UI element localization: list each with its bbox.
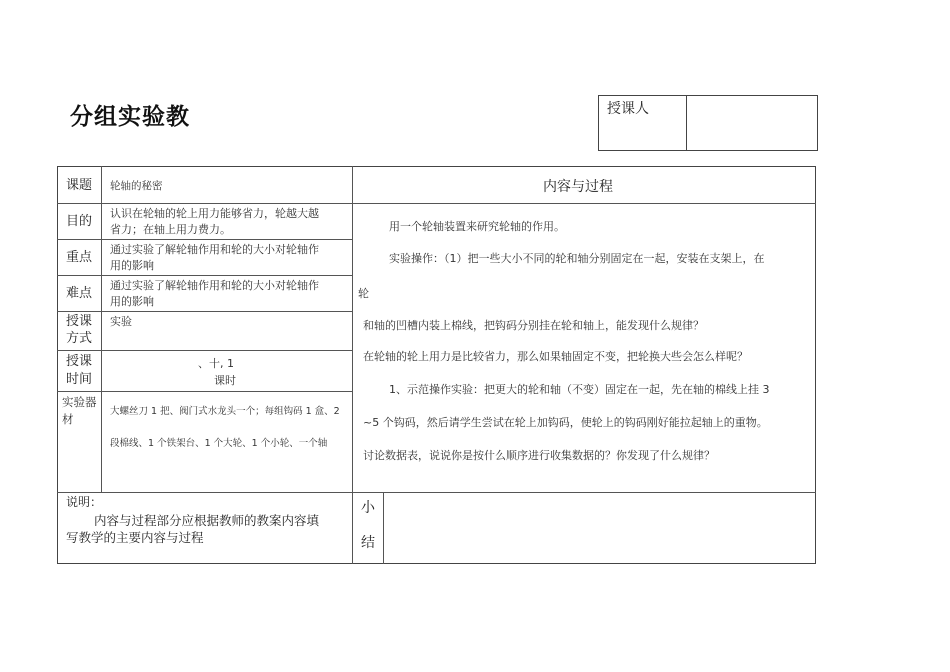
row-divider-key <box>57 275 352 276</box>
method-label-line-1: 授课 <box>66 314 93 329</box>
teacher-box <box>598 95 818 151</box>
note-label: 说明： <box>66 495 103 509</box>
goal-value-line-1: 认识在轮轴的轮上用力能够省力，轮越大越 <box>110 207 319 220</box>
document-title: 分组实验教 <box>70 104 190 130</box>
content-line-6: 1、示范操作实验：把更大的轮和轴（不变）固定在一起，先在轴的棉线上挂 3 <box>389 383 770 396</box>
difficulty-value-line-2: 用的影响 <box>110 295 154 308</box>
content-line-8: 讨论数据表，说说你是按什么顺序进行收集数据的？你发现了什么规律？ <box>363 449 715 462</box>
teacher-label: 授课人 <box>607 101 649 117</box>
header-row-divider <box>57 203 816 204</box>
content-header: 内容与过程 <box>543 179 613 195</box>
content-line-5: 在轮轴的轮上用力是比较省力，那么如果轴固定不变，把轮换大些会怎么样呢？ <box>363 350 748 363</box>
label-column-divider <box>101 166 102 492</box>
key-point-value-line-2: 用的影响 <box>110 259 154 272</box>
content-line-4: 和轴的凹槽内装上棉线，把钩码分别挂在轮和轴上，能发现什么规律？ <box>363 319 704 332</box>
difficulty-label: 难点 <box>66 286 93 301</box>
time-value-line-1: 、十, 1 <box>198 357 234 370</box>
summary-divider <box>383 492 384 564</box>
time-label-line-1: 授课 <box>66 354 93 369</box>
equipment-value-line-1: 大螺丝刀 1 把、阀门式水龙头一个；每组钩码 1 盒、2 <box>110 406 340 417</box>
content-line-3: 轮 <box>358 287 369 300</box>
equipment-label-line-1: 实验器 <box>62 395 97 409</box>
method-value: 实验 <box>110 315 132 328</box>
row-divider-hard <box>57 311 352 312</box>
row-divider-method <box>57 350 352 351</box>
topic-label: 课题 <box>66 178 93 193</box>
summary-label-line-1: 小 <box>361 500 375 516</box>
content-line-7: ~5 个钩码，然后请学生尝试在轮上加钩码，使轮上的钩码刚好能拉起轴上的重物。 <box>363 416 768 429</box>
row-divider-goal <box>57 239 352 240</box>
key-point-label: 重点 <box>66 250 93 265</box>
notes-row-divider <box>57 492 816 493</box>
key-point-value-line-1: 通过实验了解轮轴作用和轮的大小对轮轴作 <box>110 243 319 256</box>
summary-label-line-2: 结 <box>361 535 375 551</box>
note-text-line-1: 内容与过程部分应根据教师的教案内容填 <box>94 513 320 528</box>
note-text-line-2: 写教学的主要内容与过程 <box>66 530 204 545</box>
content-line-2: 实验操作：（1）把一些大小不同的轮和轴分别固定在一起，安装在支架上，在 <box>389 252 765 265</box>
equipment-label-line-2: 材 <box>62 412 74 426</box>
content-column-divider <box>352 166 353 564</box>
topic-value: 轮轴的秘密 <box>110 180 163 192</box>
goal-label: 目的 <box>66 214 93 229</box>
content-line-1: 用一个轮轴装置来研究轮轴的作用。 <box>389 220 565 233</box>
goal-value-line-2: 省力；在轴上用力费力。 <box>110 223 231 236</box>
equipment-value-line-2: 段棉线、1 个铁架台、1 个大轮、1 个小轮、一个轴 <box>110 438 328 449</box>
time-label-line-2: 时间 <box>66 372 93 387</box>
row-divider-time <box>57 391 352 392</box>
teacher-box-divider <box>686 96 687 150</box>
difficulty-value-line-1: 通过实验了解轮轴作用和轮的大小对轮轴作 <box>110 279 319 292</box>
method-label-line-2: 方式 <box>66 331 93 346</box>
time-value-line-2: 课时 <box>214 374 236 387</box>
